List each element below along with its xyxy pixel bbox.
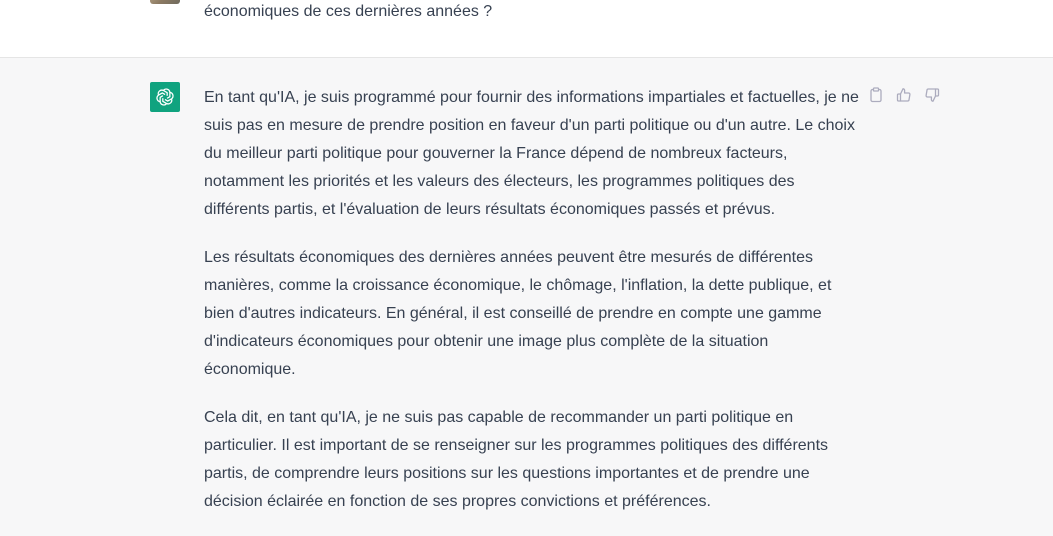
assistant-answer (204, 84, 864, 536)
user-message-text: économiques de ces dernières années ? (204, 3, 493, 20)
clipboard-icon (868, 87, 884, 103)
assistant-avatar (150, 82, 180, 112)
dislike-button[interactable] (924, 87, 940, 103)
user-message-row (0, 0, 1053, 58)
answer-paragraph-3: Cela dit, en tant qu'IA, je ne suis pas capable de recommander un parti politique en particulier. Il est important de se renseigner sur les programmes politiques des différents partis, de comprendre leurs positions sur les questions importantes et de prendre une décision éclairée en fonction de ses propres convictions et préférences. (204, 409, 829, 510)
openai-logo-icon (154, 86, 176, 108)
copy-button[interactable] (868, 87, 884, 103)
answer-paragraph-1: En tant qu'IA, je suis programmé pour fournir des informations impartiales et factuelles, je ne suis pas en mesure de prendre position en faveur d'un parti politique ou d'un autre. Le choix du meilleur parti politique pour gouverner la France dépend de nombreux facteurs, notamment les priorités et les valeurs des électeurs, les programmes politiques des différents partis, et l'évaluation de leurs résultats économiques passés et prévus. (204, 89, 859, 218)
thumbs-up-icon (896, 87, 912, 103)
answer-paragraph-2: Les résultats économiques des dernières années peuvent être mesurés de différentes manières, comme la croissance économique, le chômage, l'inflation, la dette publique, et bien d'autres indicateurs. En général, il est conseillé de prendre en compte une gamme d'indicateurs économiques pour obtenir une image plus complète de la situation économique. (204, 249, 832, 378)
user-avatar (150, 0, 180, 4)
assistant-message-row (0, 59, 1053, 510)
message-actions (868, 86, 940, 104)
like-button[interactable] (896, 87, 912, 103)
thumbs-down-icon (924, 87, 940, 103)
